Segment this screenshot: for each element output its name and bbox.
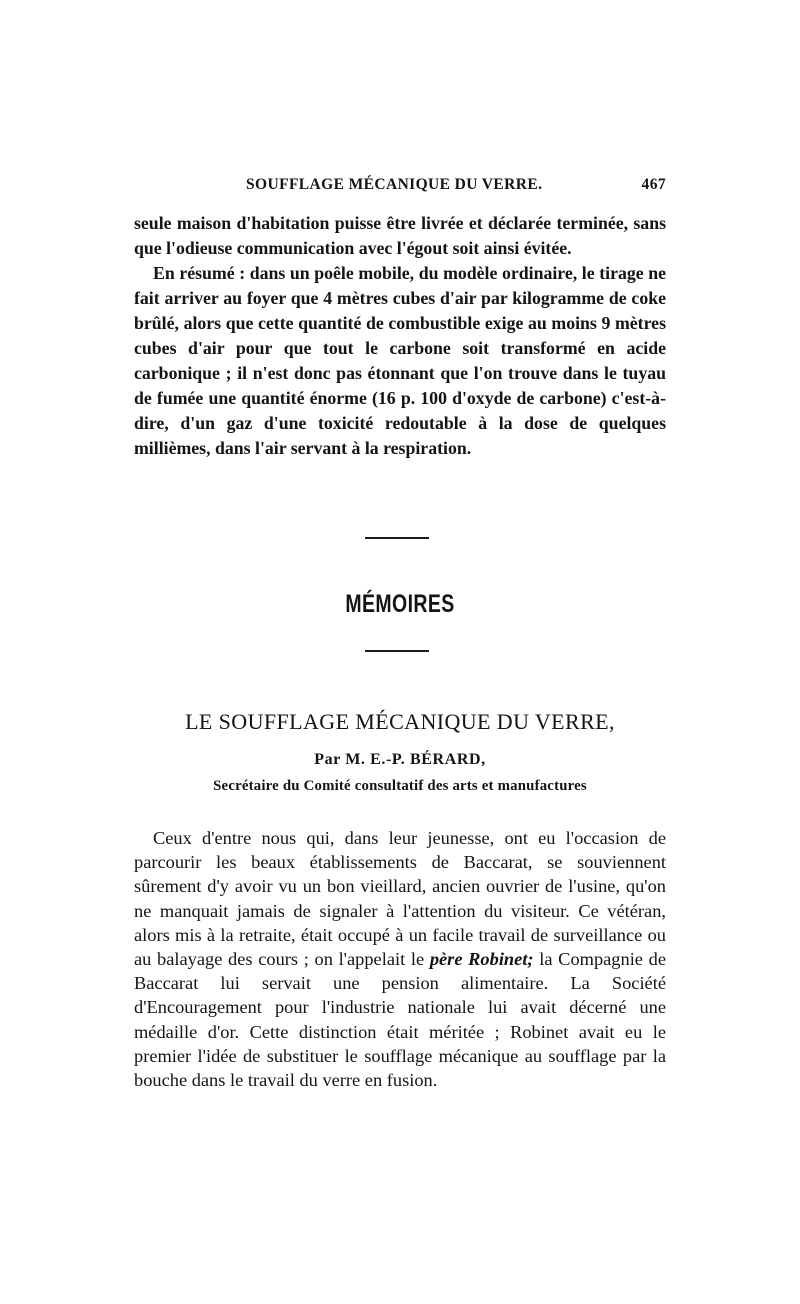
article-title: LE SOUFFLAGE MÉCANIQUE DU VERRE, xyxy=(185,709,615,734)
section-divider-bottom xyxy=(365,650,429,652)
summary-paragraph: En résumé : dans un poêle mobile, du modèle ordinaire, le tirage ne fait arriver au foyer que 4 mètres cubes d'air par kilogramme de coke brûlé, alors que cette quantité de combustible exige au moins 9 mètres cubes d'air pour que tout le carbone soit transformé en acide carbonique ; il n'est donc pas étonnant que l'on trouve dans le tuyau de fumée une quantité énorme (16 p. 100 d'oxyde de carbone) c'est-à-dire, d'un gaz d'une toxicité redoutable à la dose de quelques millièmes, dans l'air servant à la respiration. xyxy=(134,263,666,458)
continuation-paragraph: seule maison d'habitation puisse être livrée et déclarée terminée, sans que l'odieuse communication avec l'égout soit ainsi évitée. xyxy=(134,213,666,258)
italic-name: père Robinet; xyxy=(429,949,534,970)
article-text-after-name: la Compagnie de Baccarat lui servait une pension alimentaire. La Société d'Encouragement pour l'industrie nationale lui avait décerné une médaille d'or. Cette distinction était méritée ; Robinet avait eu le premier l'idée de substituer le soufflage mécanique au soufflage par la bouche dans le travail du verre en fusion. xyxy=(134,949,666,1091)
article-byline: Par M. E.-P. BÉRARD, xyxy=(314,751,486,768)
author-affiliation: Secrétaire du Comité consultatif des arts et manufactures xyxy=(213,778,587,794)
previous-article-text xyxy=(134,211,666,461)
running-head xyxy=(134,176,666,200)
section-divider-top xyxy=(365,537,429,539)
article-text-before-name: Ceux d'entre nous qui, dans leur jeunesse, ont eu l'occasion de parcourir les beaux établissements de Baccarat, se souviennent sûrement d'y avoir vu un bon vieillard, ancien ouvrier de l'usine, qu'on ne manquait jamais de signaler à l'attention du visiteur. Ce vétéran, alors mis à la retraite, était occupé à un facile travail de surveillance ou au balayage des cours ; on l'appelait le xyxy=(134,828,666,970)
page-number: 467 xyxy=(641,176,666,193)
article-opening-paragraph xyxy=(134,826,666,1092)
section-title: MÉMOIRES xyxy=(345,590,455,618)
article-body xyxy=(134,826,666,1092)
running-title: SOUFFLAGE MÉCANIQUE DU VERRE. xyxy=(246,176,543,193)
